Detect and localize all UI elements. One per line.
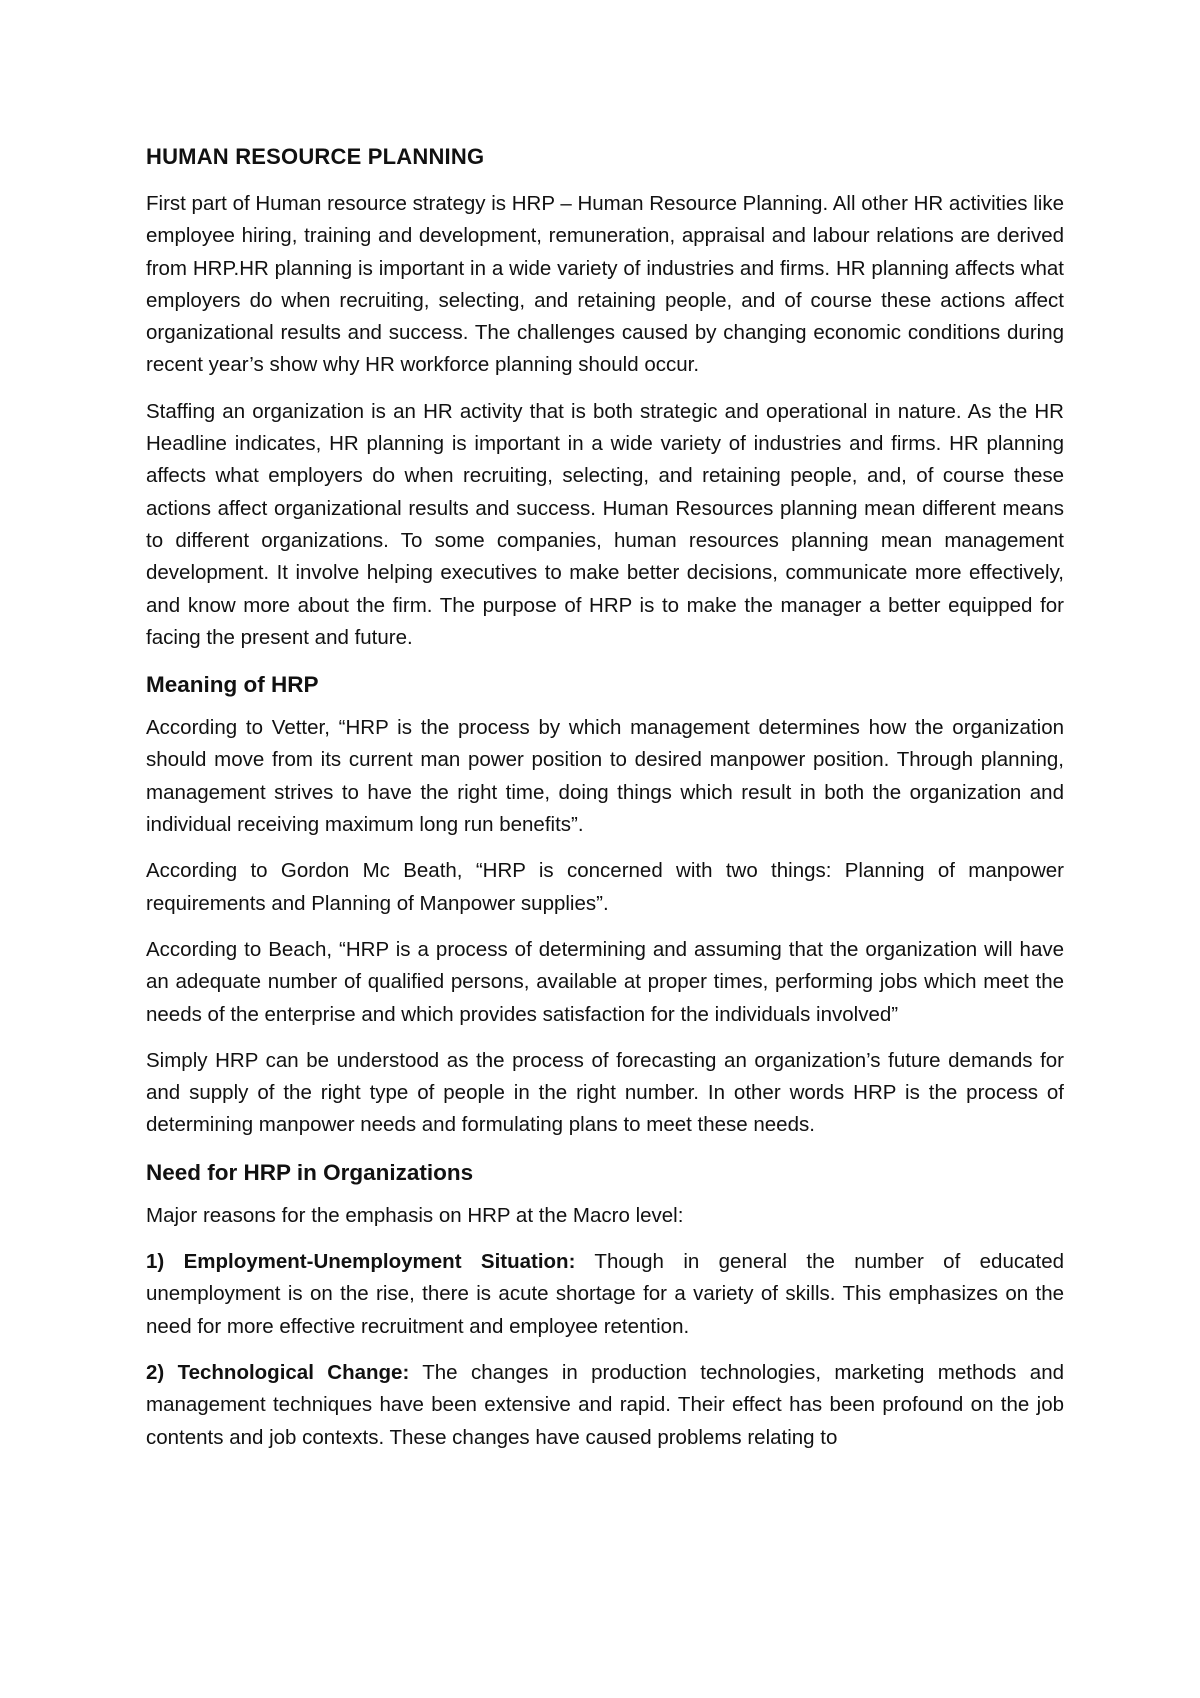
need-item-lead: 2) Technological Change: [146,1360,410,1384]
need-item-technology [146,1357,1064,1454]
section-heading-need: Need for HRP in Organizations [146,1159,474,1185]
document-title: HUMAN RESOURCE PLANNING [146,144,485,169]
meaning-paragraph-mcbeath: According to Gordon Mc Beath, “HRP is concerned with two things: Planning of manpower requirements and Planning of Manpower supplies”. [146,859,1064,915]
need-item-text: Though in general the number of educated unemployment is on the rise, there is acute shortage for a variety of skills. This emphasizes on the need for more effective recruitment and employee retention. [146,1250,1064,1338]
intro-paragraph-1: First part of Human resource strategy is HRP – Human Resource Planning. All other HR activities like employee hiring, training and development, remuneration, appraisal and labour relations are derived from HRP.HR planning is important in a wide variety of industries and firms. HR planning affects what employers do when recruiting, selecting, and retaining people, and of course these actions affect organizational results and success. The challenges caused by changing economic conditions during recent year’s show why HR workforce planning should occur. [146,192,1064,377]
section-heading-meaning: Meaning of HRP [146,672,319,698]
need-item-employment [146,1246,1064,1343]
need-item-text: The changes in production technologies, marketing methods and management techniques have been extensive and rapid. Their effect has been profound on the job contents and job contexts. These changes have caused problems relating to [146,1360,1064,1449]
need-intro-paragraph: Major reasons for the emphasis on HRP at the Macro level: [146,1203,684,1227]
document-page [146,142,1064,1454]
intro-paragraph-2: Staffing an organization is an HR activity that is both strategic and operational in nature. As the HR Headline indicates, HR planning is important in a wide variety of industries and firms. HR planning affects what employers do when recruiting, selecting, and retaining people, and, of course these actions affect organizational results and success. Human Resources planning mean different means to different organizations. To some companies, human resources planning mean management development. It involve helping executives to make better decisions, communicate more effectively, and know more about the firm. The purpose of HRP is to make the manager a better equipped for facing the present and future. [146,399,1064,649]
need-item-lead: 1) Employment-Unemployment Situation: [146,1250,576,1274]
meaning-paragraph-summary: Simply HRP can be understood as the process of forecasting an organization’s future demands for and supply of the right type of people in the right number. In other words HRP is the process of determining manpower needs and formulating plans to meet these needs. [146,1048,1064,1137]
meaning-paragraph-vetter: According to Vetter, “HRP is the process by which management determines how the organization should move from its current man power position to desired manpower position. Through planning, management strives to have the right time, doing things which result in both the organization and individual receiving maximum long run benefits”. [146,716,1064,837]
meaning-paragraph-beach: According to Beach, “HRP is a process of determining and assuming that the organization will have an adequate number of qualified persons, available at proper times, performing jobs which meet the needs of the enterprise and which provides satisfaction for the individuals involved” [146,937,1064,1026]
